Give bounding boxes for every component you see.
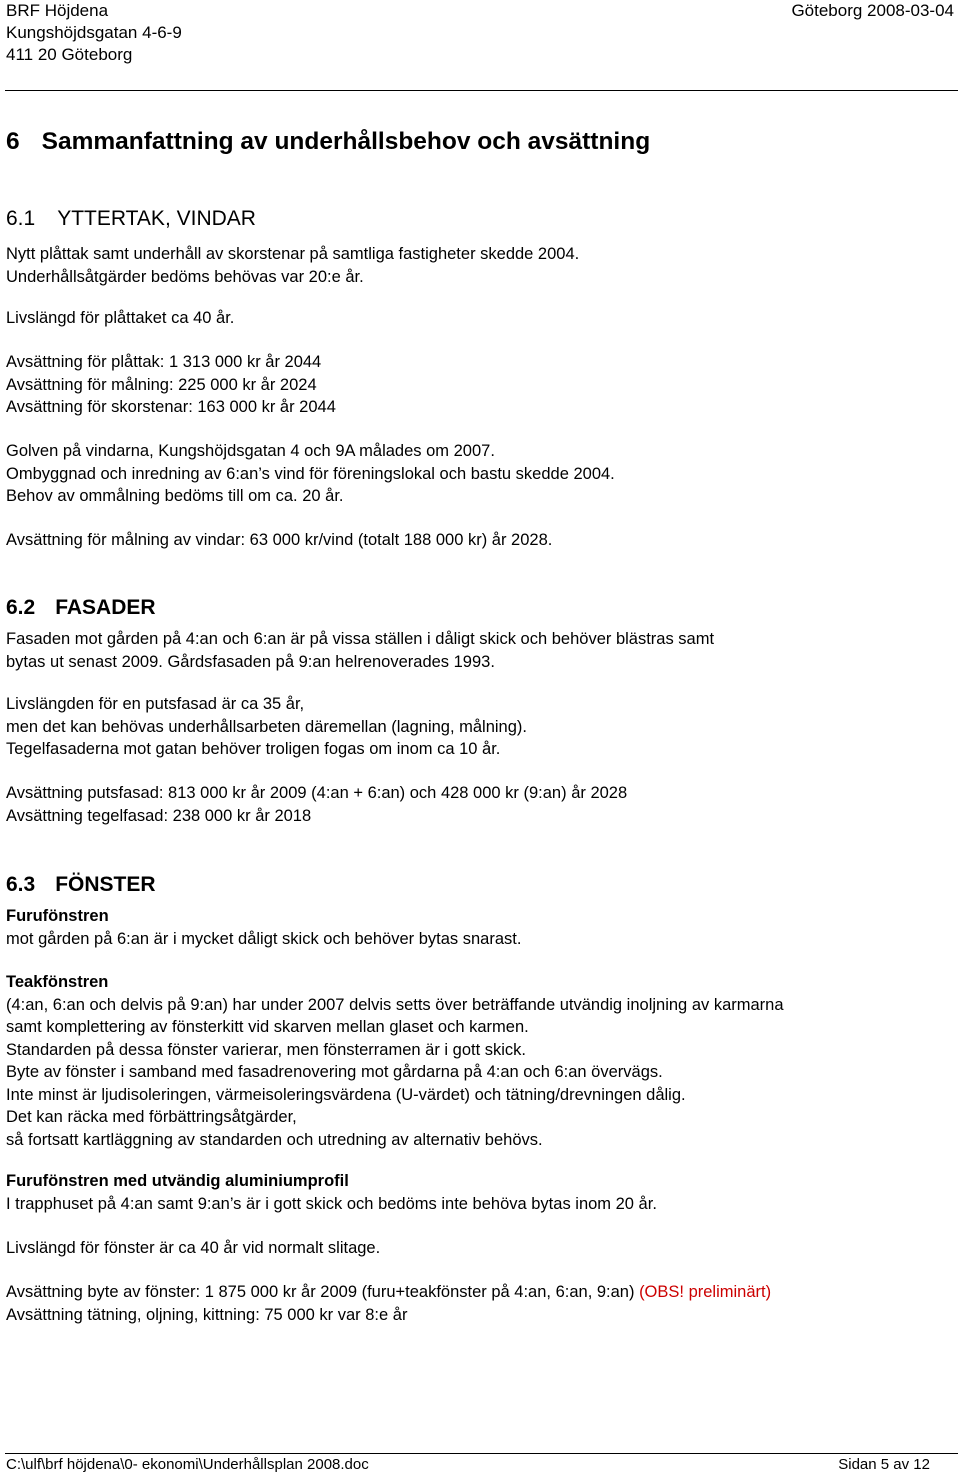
window-provisions [6,1281,771,1326]
text-line: men det kan behövas underhållsarbeten däremellan (lagning, målning). [6,717,527,736]
paragraph [6,243,579,288]
facade-paragraph [6,628,714,673]
alu-windows [6,1170,657,1215]
text-line: Det kan räcka med förbättringsåtgärder, [6,1108,297,1126]
chapter-title: Sammanfattning av underhållsbehov och avsättning [41,128,651,155]
teak-windows [6,971,784,1151]
section-6-1-heading [6,207,256,231]
chapter-number: 6 [6,128,20,155]
provision-line [6,1281,771,1304]
section-number: 6.3 [6,873,36,896]
text-line: samt komplettering av fönsterkitt vid skarven mellan glaset och karmen. [6,1018,529,1036]
provision-line: Avsättning tegelfasad: 238 000 kr år 2018 [6,806,312,825]
text-line: Nytt plåttak samt underhåll av skorstenar på samtliga fastigheter skedde 2004. [6,245,580,263]
roof-lifespan: Livslängd för plåttaket ca 40 år. [6,309,235,327]
text-line: (4:an, 6:an och delvis på 9:an) har under 2007 delvis setts över beträffande utvändig inoljning av karmarna [6,995,784,1014]
text-line: så fortsatt kartläggning av standarden och utredning av alternativ behövs. [6,1130,543,1149]
roof-provisions [6,351,336,419]
text-line: bytas ut senast 2009. Gårdsfasaden på 9:an helrenoverades 1993. [6,652,495,671]
text-line: Golven på vindarna, Kungshöjdsgatan 4 och 9A målades om 2007. [6,442,495,460]
provision-text: Avsättning byte av fönster: 1 875 000 kr år 2009 (furu+teakfönster på 4:an, 6:an, 9:an) [6,1283,640,1301]
section-number: 6.1 [6,207,36,230]
header-place-date: Göteborg 2008-03-04 [791,1,954,20]
text-line: Ombyggnad och inredning av 6:an’s vind för föreningslokal och bastu skedde 2004. [6,464,615,483]
provision-line: Avsättning för målning: 225 000 kr år 2024 [6,375,317,394]
section-6-2-heading [6,596,156,620]
text-line: Byte av fönster i samband med fasadrenovering mot gårdarna på 4:an och 6:an övervägs. [6,1063,663,1081]
footer-page: Sidan 5 av 12 [838,1456,930,1473]
text-line: mot gården på 6:an är i mycket dåligt skick och behöver bytas snarast. [6,929,522,948]
text-line: Livslängden för en putsfasad är ca 35 år, [6,695,305,713]
footer-rule [5,1453,958,1454]
text-line: Underhållsåtgärder bedöms behövas var 20:e år. [6,267,364,286]
text-line: Tegelfasaderna mot gatan behöver troligen fogas om inom ca 10 år. [6,740,501,758]
section-title: YTTERTAK, VINDAR [57,207,256,230]
footer-path: C:\ulf\brf höjdena\0- ekonomi\Underhållsplan 2008.doc [6,1456,369,1473]
provision-line: Avsättning putsfasad: 813 000 kr år 2009 (4:an + 6:an) och 428 000 kr (9:an) år 2028 [6,784,628,802]
header-org: BRF Höjdena [6,1,109,20]
section-title: FÖNSTER [55,873,156,896]
text-line: Inte minst är ljudisoleringen, värmeisoleringsvärdena (U-värdet) och tätning/drevningen dålig. [6,1085,686,1104]
provision-line: Avsättning för plåttak: 1 313 000 kr år 2044 [6,353,322,371]
header-street: Kungshöjdsgatan 4-6-9 [6,23,182,42]
alu-heading: Furufönstren med utvändig aluminiumprofil [6,1172,349,1190]
text-line: Standarden på dessa fönster varierar, men fönsterramen är i gott skick. [6,1040,527,1059]
preliminary-note: (OBS! preliminärt) [639,1283,772,1301]
section-title: FASADER [55,596,156,619]
header-rule [5,90,958,91]
chapter-heading [6,128,650,156]
header-postal: 411 20 Göteborg [6,45,133,64]
section-6-3-heading [6,873,156,897]
facade-lifespan-paragraph [6,693,527,761]
provision-line: Avsättning för skorstenar: 163 000 kr år 2044 [6,398,336,416]
provision-line: Avsättning tätning, oljning, kittning: 75 000 kr var 8:e år [6,1305,408,1324]
pine-heading: Furufönstren [6,907,109,925]
pine-windows [6,905,521,950]
attic-provision: Avsättning för målning av vindar: 63 000 kr/vind (totalt 188 000 kr) år 2028. [6,531,553,549]
window-lifespan: Livslängd för fönster är ca 40 år vid normalt slitage. [6,1239,381,1257]
teak-heading: Teakfönstren [6,973,109,991]
text-line: Behov av ommålning bedöms till om ca. 20 år. [6,487,344,505]
text-line: I trapphuset på 4:an samt 9:an’s är i gott skick och bedöms inte behöva bytas inom 20 år. [6,1194,657,1213]
facade-provisions [6,782,627,827]
section-number: 6.2 [6,596,36,619]
attic-paragraph [6,440,615,508]
text-line: Fasaden mot gården på 4:an och 6:an är på vissa ställen i dåligt skick och behöver blästras samt [6,630,715,648]
